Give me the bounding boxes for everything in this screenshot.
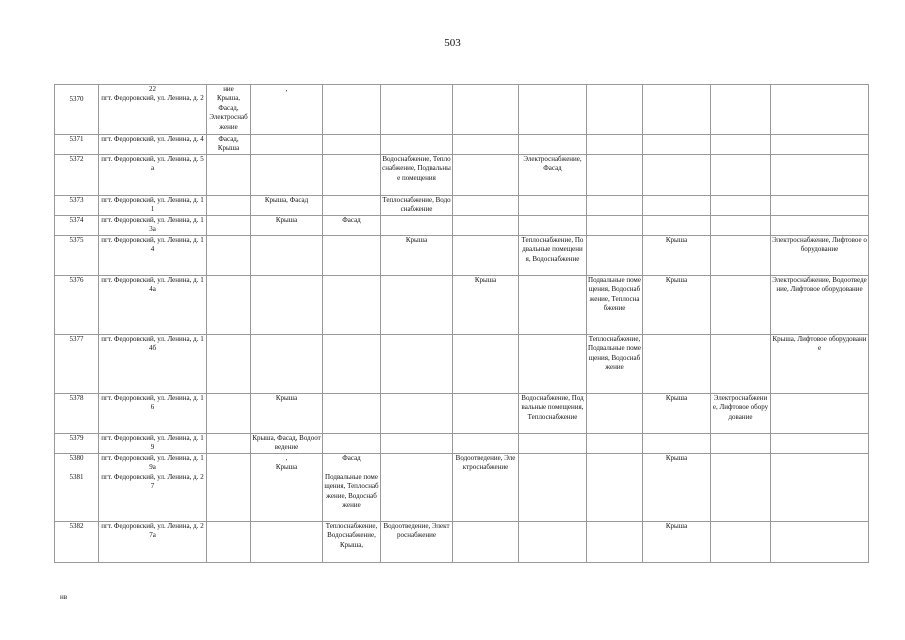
cell-record-number: 5380 5381 bbox=[55, 454, 99, 522]
cell-record-number: 5372 bbox=[55, 155, 99, 196]
table-row bbox=[55, 236, 869, 276]
cell-col-6 bbox=[453, 236, 519, 276]
cell-col-5: Теплоснабжение, Водоснабжение bbox=[381, 196, 453, 216]
cell-address: пгт. Федоровский, ул. Ленина, д. 4 bbox=[99, 135, 207, 155]
cell-col-11 bbox=[771, 394, 869, 434]
cell-col-7: Теплоснабжение, Подвальные помещения, Водоснабжение bbox=[519, 236, 587, 276]
cell-col-10 bbox=[711, 216, 771, 236]
cell-col-9: Крыша bbox=[643, 394, 711, 434]
cell-col-3 bbox=[251, 335, 323, 394]
cell-col-11 bbox=[771, 434, 869, 454]
cell-col-5: Водоснабжение, Теплоснабжение, Подвальные помещения bbox=[381, 155, 453, 196]
cell-col-4 bbox=[323, 434, 381, 454]
cell-col-7 bbox=[519, 276, 587, 335]
cell-col-2 bbox=[207, 522, 251, 563]
cell-col-4: Фасад Подвальные помещения, Теплоснабжение, Водоснабжение bbox=[323, 454, 381, 522]
cell-col-2 bbox=[207, 155, 251, 196]
cell-col-10 bbox=[711, 236, 771, 276]
cell-col-9: Крыша bbox=[643, 276, 711, 335]
cell-col-11 bbox=[771, 454, 869, 522]
cell-col-3 bbox=[251, 276, 323, 335]
cell-address: пгт. Федоровский, ул. Ленина, д. 14а bbox=[99, 276, 207, 335]
cell-col-4 bbox=[323, 196, 381, 216]
table-row bbox=[55, 85, 869, 135]
cell-col-5 bbox=[381, 434, 453, 454]
cell-col-7 bbox=[519, 335, 587, 394]
cell-col-11 bbox=[771, 216, 869, 236]
cell-col-2 bbox=[207, 434, 251, 454]
cell-col-7 bbox=[519, 196, 587, 216]
cell-col-11 bbox=[771, 196, 869, 216]
cell-col-2: Фасад, Крыша bbox=[207, 135, 251, 155]
cell-col-3: , bbox=[251, 85, 323, 135]
cell-col-9 bbox=[643, 434, 711, 454]
footer-code: нв bbox=[60, 593, 68, 601]
cell-col-2 bbox=[207, 454, 251, 522]
cell-record-number: 5379 bbox=[55, 434, 99, 454]
cell-col-5 bbox=[381, 394, 453, 434]
cell-col-10: Электроснабжение, Лифтовое оборудование bbox=[711, 394, 771, 434]
cell-col-4: Теплоснабжение, Водоснабжение, Крыша, bbox=[323, 522, 381, 563]
cell-col-9: Крыша bbox=[643, 522, 711, 563]
table-row bbox=[55, 276, 869, 335]
cell-col-7: Электроснабжение, Фасад bbox=[519, 155, 587, 196]
cell-col-9 bbox=[643, 155, 711, 196]
table-row bbox=[55, 216, 869, 236]
cell-col-6 bbox=[453, 196, 519, 216]
cell-record-number: 5377 bbox=[55, 335, 99, 394]
cell-col-8 bbox=[587, 434, 643, 454]
cell-col-7: Водоснабжение, Подвальные помещения, Теплоснабжение bbox=[519, 394, 587, 434]
cell-address: пгт. Федоровский, ул. Ленина, д. 14 bbox=[99, 236, 207, 276]
cell-col-10 bbox=[711, 155, 771, 196]
cell-record-number: 5375 bbox=[55, 236, 99, 276]
cell-col-9 bbox=[643, 335, 711, 394]
cell-col-11 bbox=[771, 135, 869, 155]
cell-record-number: 5370 bbox=[55, 85, 99, 135]
cell-col-11 bbox=[771, 522, 869, 563]
cell-col-10 bbox=[711, 85, 771, 135]
cell-col-8 bbox=[587, 85, 643, 135]
cell-col-2 bbox=[207, 335, 251, 394]
cell-col-2 bbox=[207, 394, 251, 434]
cell-col-3: Крыша, Фасад, Водоотведение bbox=[251, 434, 323, 454]
cell-col-3 bbox=[251, 135, 323, 155]
cell-col-9 bbox=[643, 216, 711, 236]
cell-address: пгт. Федоровский, ул. Ленина, д. 19а пгт. Федоровский, ул. Ленина, д. 27 bbox=[99, 454, 207, 522]
cell-col-7 bbox=[519, 454, 587, 522]
cell-col-5: Крыша bbox=[381, 236, 453, 276]
cell-col-8: Теплоснабжение, Подвальные помещения, Водоснабжение bbox=[587, 335, 643, 394]
cell-record-number: 5382 bbox=[55, 522, 99, 563]
housing-repair-table bbox=[54, 84, 869, 563]
cell-col-8 bbox=[587, 196, 643, 216]
cell-col-10 bbox=[711, 196, 771, 216]
table-row bbox=[55, 196, 869, 216]
cell-col-8 bbox=[587, 216, 643, 236]
cell-col-4 bbox=[323, 85, 381, 135]
cell-record-number: 5374 bbox=[55, 216, 99, 236]
cell-record-number: 5378 bbox=[55, 394, 99, 434]
cell-address: пгт. Федоровский, ул. Ленина, д. 11 bbox=[99, 196, 207, 216]
table-row bbox=[55, 394, 869, 434]
cell-col-3 bbox=[251, 236, 323, 276]
cell-col-9: Крыша bbox=[643, 236, 711, 276]
cell-address: пгт. Федоровский, ул. Ленина, д. 5а bbox=[99, 155, 207, 196]
cell-col-3: , Крыша bbox=[251, 454, 323, 522]
cell-col-11 bbox=[771, 155, 869, 196]
cell-col-10 bbox=[711, 522, 771, 563]
cell-col-4: Фасад bbox=[323, 216, 381, 236]
cell-col-2 bbox=[207, 236, 251, 276]
cell-record-number: 5371 bbox=[55, 135, 99, 155]
table-row bbox=[55, 155, 869, 196]
cell-col-5 bbox=[381, 85, 453, 135]
cell-col-10 bbox=[711, 454, 771, 522]
cell-address: пгт. Федоровский, ул. Ленина, д. 13а bbox=[99, 216, 207, 236]
cell-col-6 bbox=[453, 522, 519, 563]
cell-col-9 bbox=[643, 135, 711, 155]
table-row bbox=[55, 135, 869, 155]
cell-col-10 bbox=[711, 434, 771, 454]
page-number: 503 bbox=[444, 37, 461, 49]
cell-col-3: Крыша bbox=[251, 394, 323, 434]
cell-col-5 bbox=[381, 454, 453, 522]
cell-col-6 bbox=[453, 135, 519, 155]
cell-col-3 bbox=[251, 155, 323, 196]
table-row bbox=[55, 454, 869, 522]
cell-col-6 bbox=[453, 155, 519, 196]
cell-col-11: Электроснабжение, Водоотведение, Лифтовое оборудование bbox=[771, 276, 869, 335]
cell-col-6: Водоотведение, Электроснабжение bbox=[453, 454, 519, 522]
cell-col-10 bbox=[711, 335, 771, 394]
cell-col-4 bbox=[323, 335, 381, 394]
cell-col-8: Подвальные помещения, Водоснабжение, Теплоснабжение bbox=[587, 276, 643, 335]
cell-col-7 bbox=[519, 522, 587, 563]
cell-col-7 bbox=[519, 216, 587, 236]
table-row bbox=[55, 335, 869, 394]
cell-col-5: Водоотведение, Электроснабжение bbox=[381, 522, 453, 563]
cell-col-3: Крыша bbox=[251, 216, 323, 236]
cell-col-8 bbox=[587, 236, 643, 276]
cell-col-2: ние Крыша, Фасад, Электроснабжение bbox=[207, 85, 251, 135]
cell-col-2 bbox=[207, 196, 251, 216]
cell-address: пгт. Федоровский, ул. Ленина, д. 27а bbox=[99, 522, 207, 563]
cell-col-2 bbox=[207, 276, 251, 335]
cell-col-9 bbox=[643, 85, 711, 135]
cell-col-6 bbox=[453, 394, 519, 434]
cell-col-9 bbox=[643, 196, 711, 216]
cell-col-6 bbox=[453, 335, 519, 394]
cell-col-8 bbox=[587, 522, 643, 563]
cell-address: 22 пгт. Федоровский, ул. Ленина, д. 2 bbox=[99, 85, 207, 135]
cell-col-7 bbox=[519, 135, 587, 155]
cell-col-5 bbox=[381, 335, 453, 394]
cell-col-8 bbox=[587, 135, 643, 155]
table-row bbox=[55, 434, 869, 454]
cell-record-number: 5376 bbox=[55, 276, 99, 335]
cell-col-5 bbox=[381, 135, 453, 155]
cell-col-4 bbox=[323, 135, 381, 155]
cell-col-9: Крыша bbox=[643, 454, 711, 522]
cell-col-4 bbox=[323, 155, 381, 196]
cell-col-8 bbox=[587, 454, 643, 522]
cell-col-10 bbox=[711, 135, 771, 155]
cell-col-3: Крыша, Фасад bbox=[251, 196, 323, 216]
cell-col-3 bbox=[251, 522, 323, 563]
cell-address: пгт. Федоровский, ул. Ленина, д. 14б bbox=[99, 335, 207, 394]
cell-address: пгт. Федоровский, ул. Ленина, д. 19 bbox=[99, 434, 207, 454]
cell-col-6: Крыша bbox=[453, 276, 519, 335]
cell-col-5 bbox=[381, 216, 453, 236]
cell-col-10 bbox=[711, 276, 771, 335]
cell-col-11 bbox=[771, 85, 869, 135]
cell-col-4 bbox=[323, 236, 381, 276]
cell-col-8 bbox=[587, 394, 643, 434]
cell-col-8 bbox=[587, 155, 643, 196]
cell-address: пгт. Федоровский, ул. Ленина, д. 16 bbox=[99, 394, 207, 434]
cell-col-4 bbox=[323, 276, 381, 335]
cell-col-11: Крыша, Лифтовое оборудование bbox=[771, 335, 869, 394]
cell-record-number: 5373 bbox=[55, 196, 99, 216]
cell-col-6 bbox=[453, 85, 519, 135]
table-row bbox=[55, 522, 869, 563]
cell-col-6 bbox=[453, 434, 519, 454]
cell-col-2 bbox=[207, 216, 251, 236]
cell-col-5 bbox=[381, 276, 453, 335]
cell-col-6 bbox=[453, 216, 519, 236]
cell-col-7 bbox=[519, 434, 587, 454]
cell-col-7 bbox=[519, 85, 587, 135]
cell-col-11: Электроснабжение, Лифтовое оборудование bbox=[771, 236, 869, 276]
cell-col-4 bbox=[323, 394, 381, 434]
